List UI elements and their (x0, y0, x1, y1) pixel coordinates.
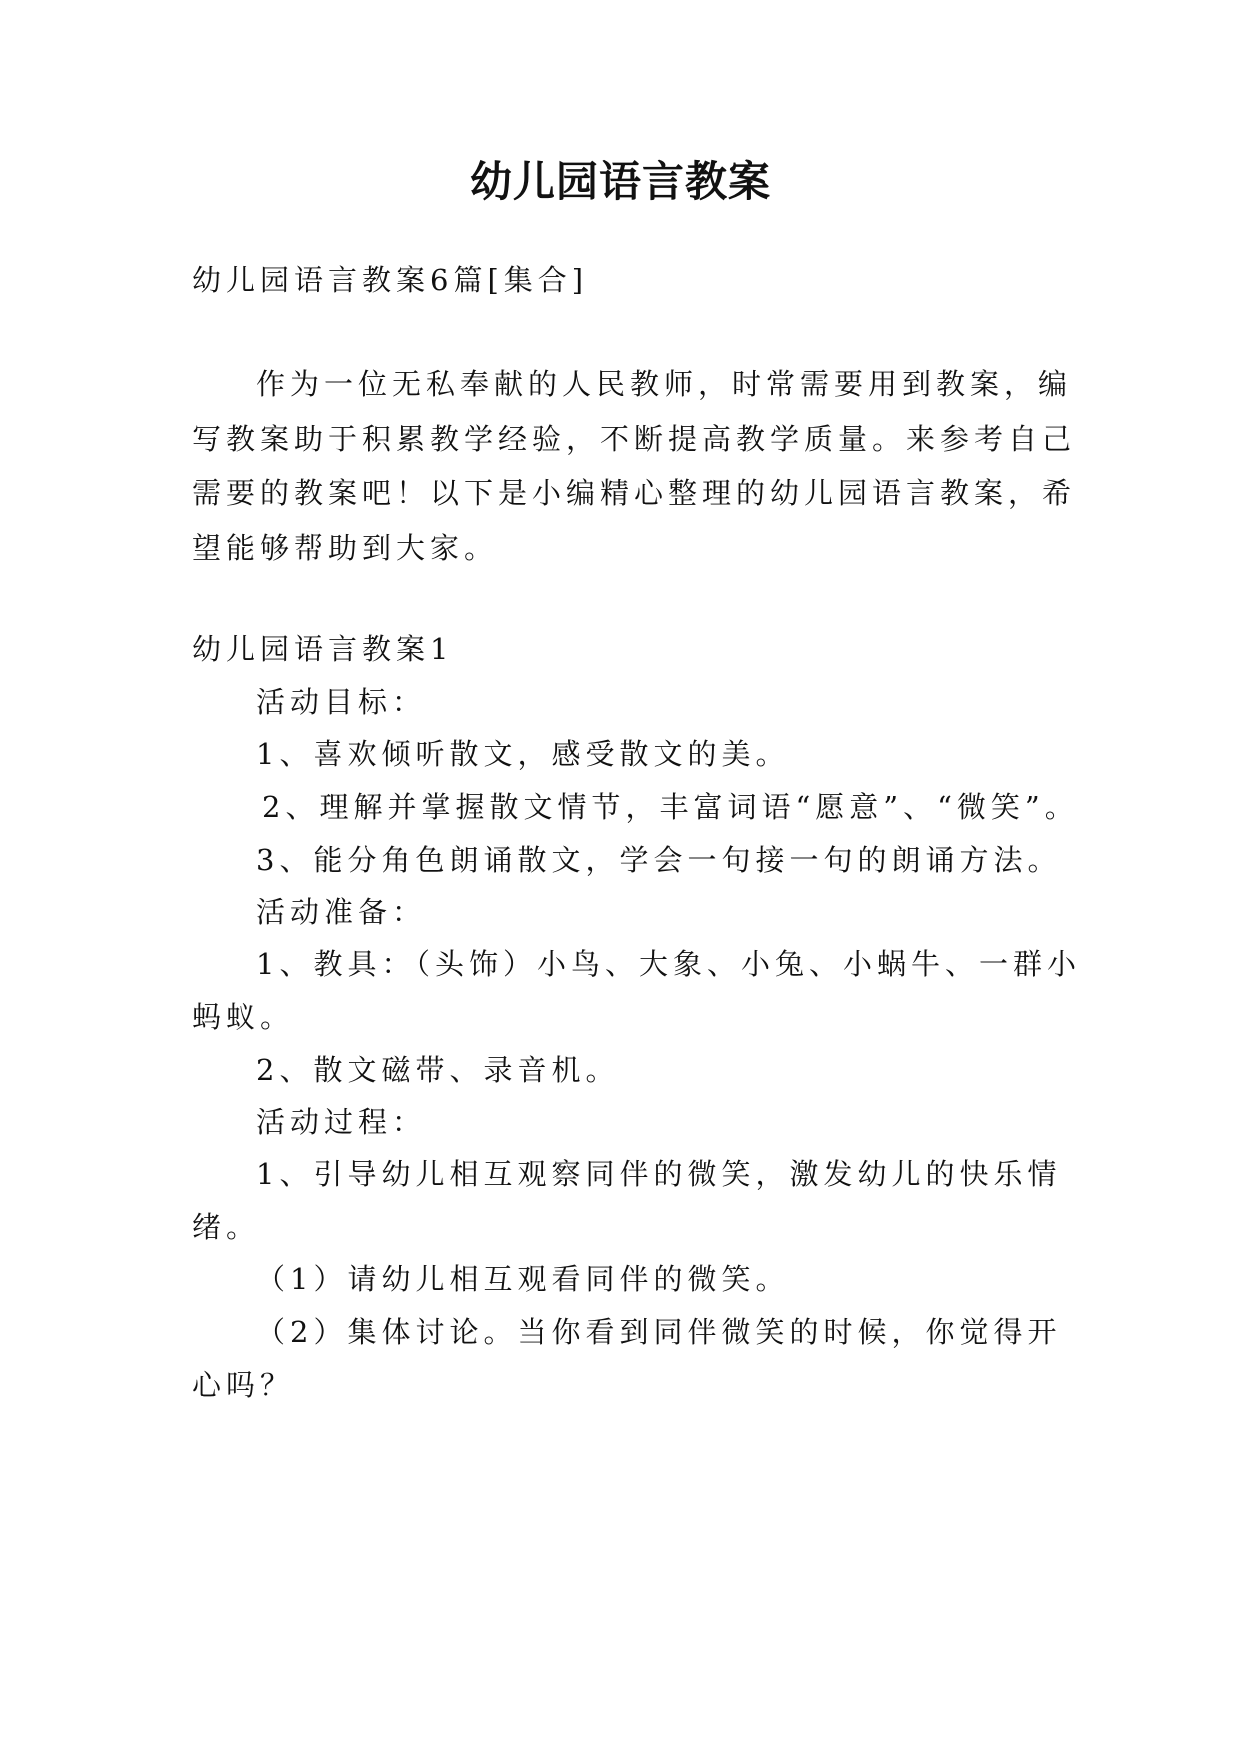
process-item: 1、引导幼儿相互观察同伴的微笑，激发幼儿的快乐情 (256, 1157, 1062, 1191)
process-subitem: （2）集体讨论。当你看到同伴微笑的时候，你觉得开 (256, 1315, 1062, 1349)
goal-item: 1、喜欢倾听散文，感受散文的美。 (256, 737, 790, 771)
intro-line: 写教案助于积累教学经验，不断提高教学质量。来参考自己 (192, 422, 1077, 456)
process-subitem-continuation: 心吗？ (192, 1368, 295, 1402)
goal-item: 2、理解并掌握散文情节，丰富词语“愿意”、“微笑”。 (262, 790, 1079, 824)
intro-line: 作为一位无私奉献的人民教师，时常需要用到教案，编 (256, 367, 1073, 401)
prep-item: 2、散文磁带、录音机。 (256, 1053, 620, 1087)
goal-item: 3、能分角色朗诵散文，学会一句接一句的朗诵方法。 (256, 843, 1062, 877)
goals-label: 活动目标： (256, 685, 427, 719)
document-title: 幼儿园语言教案 (469, 157, 771, 206)
section-heading: 幼儿园语言教案1 (192, 632, 454, 666)
prep-item: 1、教具：（头饰）小鸟、大象、小兔、小蜗牛、一群小 (256, 947, 1081, 981)
process-subitem: （1）请幼儿相互观看同伴的微笑。 (256, 1262, 790, 1296)
process-item-continuation: 绪。 (192, 1210, 261, 1244)
document-subtitle: 幼儿园语言教案6篇[集合] (192, 263, 589, 297)
process-label: 活动过程： (256, 1105, 427, 1139)
prep-item-continuation: 蚂蚁。 (192, 1000, 295, 1034)
prep-label: 活动准备： (256, 895, 427, 929)
intro-line: 需要的教案吧！以下是小编精心整理的幼儿园语言教案，希 (192, 476, 1077, 510)
intro-line: 望能够帮助到大家。 (192, 531, 499, 565)
